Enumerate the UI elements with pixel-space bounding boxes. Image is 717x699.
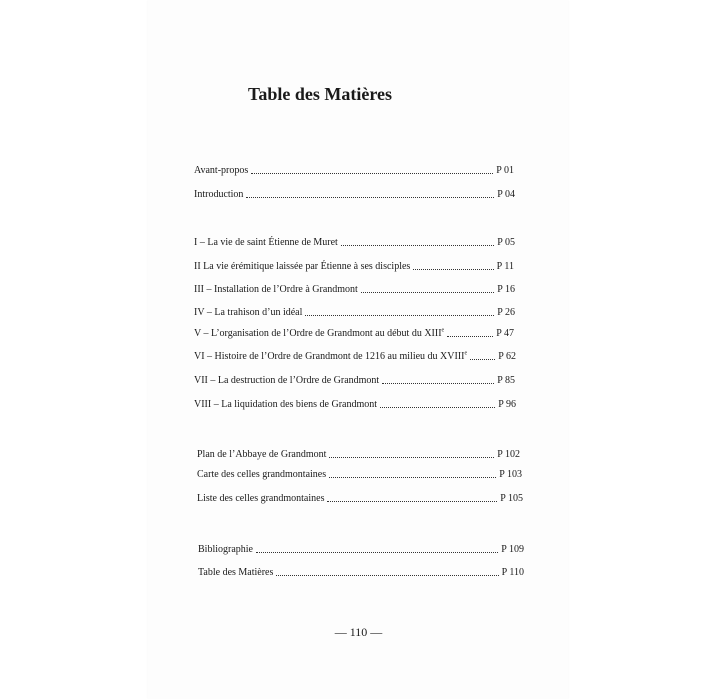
leader-dots [341, 245, 494, 246]
toc-entry-label: Table des Matières [198, 567, 274, 578]
toc-entry-page: P 47 [496, 328, 514, 339]
toc-entry-page: P 109 [501, 544, 524, 555]
toc-entry-page: P 05 [497, 237, 515, 248]
toc-entry-page: P 62 [498, 351, 516, 362]
toc-entry-label: VII – La destruction de l’Ordre de Grandmont [194, 375, 380, 386]
toc-entry-page: P 11 [496, 261, 514, 272]
leader-dots [276, 575, 498, 576]
leader-dots [447, 336, 493, 337]
toc-entry [194, 259, 514, 273]
toc-entry-label: II La vie érémitique laissée par Étienne à ses disciples [194, 261, 411, 272]
toc-entry-page: P 26 [497, 307, 515, 318]
toc-entry [197, 491, 523, 505]
toc-entry [194, 326, 514, 340]
toc-entry-page: P 110 [501, 567, 524, 578]
toc-entry-page: P 105 [500, 493, 523, 504]
superscript-e: e [441, 327, 445, 334]
leader-dots [413, 269, 493, 270]
leader-dots [246, 197, 494, 198]
leader-dots [329, 457, 494, 458]
toc-entry-label: Plan de l’Abbaye de Grandmont [197, 449, 327, 460]
toc-entry-label: Avant-propos [194, 165, 249, 176]
toc-entry [198, 542, 524, 556]
leader-dots [382, 383, 494, 384]
toc-entry-label: I – La vie de saint Étienne de Muret [194, 237, 338, 248]
toc-entry [198, 565, 524, 579]
toc-entry-page: P 16 [497, 284, 515, 295]
toc-entry-label: IV – La trahison d’un idéal [194, 307, 303, 318]
toc-entry-page: P 103 [499, 469, 522, 480]
toc-entry [194, 187, 515, 201]
toc-entry-label: VI – Histoire de l’Ordre de Grandmont de 1216 au milieu du XVIIIe [194, 350, 468, 362]
toc-entry-label: III – Installation de l’Ordre à Grandmont [194, 284, 358, 295]
page-number-footer: — 110 — [334, 625, 383, 639]
leader-dots [380, 407, 495, 408]
toc-entry-label: VIII – La liquidation des biens de Grandmont [194, 399, 378, 410]
toc-entry-page: P 01 [496, 165, 514, 176]
superscript-e: e [464, 350, 468, 357]
toc-entry-label: Liste des celles grandmontaines [197, 493, 325, 504]
leader-dots [361, 292, 494, 293]
toc-entry [194, 305, 515, 319]
leader-dots [305, 315, 494, 316]
toc-entry-label: V – L’organisation de l’Ordre de Grandmont au début du XIIIe [194, 327, 445, 339]
toc-entry [194, 349, 516, 363]
leader-dots [327, 501, 497, 502]
leader-dots [329, 477, 496, 478]
toc-entry-label: Bibliographie [198, 544, 253, 555]
leader-dots [256, 552, 498, 553]
page-title: Table des Matières [248, 84, 392, 104]
toc-entry-label: Introduction [194, 189, 244, 200]
toc-entry [194, 282, 515, 296]
toc-entry-page: P 96 [498, 399, 516, 410]
toc-entry [197, 467, 522, 481]
toc-entry [194, 373, 515, 387]
toc-entry [194, 397, 516, 411]
leader-dots [251, 173, 493, 174]
toc-entry [197, 447, 520, 461]
toc-entry [194, 163, 514, 177]
toc-entry-page: P 04 [497, 189, 515, 200]
toc-entry [194, 235, 515, 249]
leader-dots [470, 359, 495, 360]
toc-entry-page: P 85 [497, 375, 515, 386]
toc-entry-page: P 102 [497, 449, 520, 460]
toc-entry-label: Carte des celles grandmontaines [197, 469, 327, 480]
